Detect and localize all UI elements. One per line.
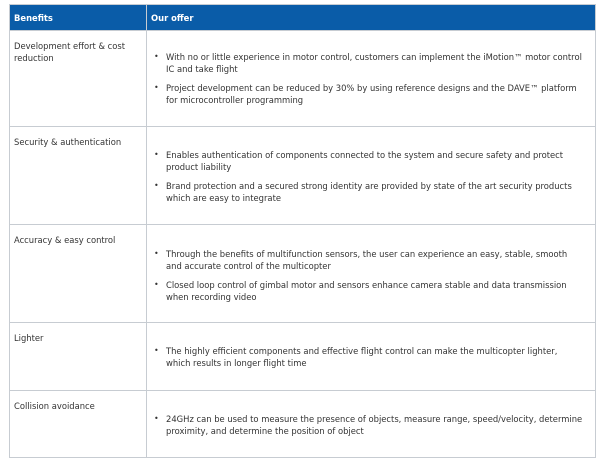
benefits-table [9,4,596,458]
offer-item: • Project development can be reduced by 30% by using reference designs and the DAVE™ platform for microcontroller programming [163,82,583,106]
offer-item: • Closed loop control of gimbal motor and sensors enhance camera stable and data transmission when recording video [163,279,583,303]
table-row [10,391,596,458]
header-benefits: Benefits [10,5,147,31]
table-row [10,127,596,225]
header-our-offer: Our offer [147,5,596,31]
offer-list [151,225,583,303]
table-row [10,225,596,323]
offer-cell [147,31,596,127]
table-row [10,323,596,391]
benefit-label: Collision avoidance [10,391,147,458]
offer-cell [147,127,596,225]
benefit-label: Development effort & cost reduction [10,31,147,127]
table-row [10,31,596,127]
benefit-label: Security & authentication [10,127,147,225]
offer-item: • Enables authentication of components connected to the system and secure safety and protect product liability [163,149,583,173]
offer-item: • With no or little experience in motor control, customers can implement the iMotion™ motor control IC and take flight [163,51,583,75]
offer-cell [147,323,596,391]
table-header-row [10,5,596,31]
offer-cell [147,391,596,458]
offer-item: • 24GHz can be used to measure the presence of objects, measure range, speed/velocity, determine proximity, and determine the position of object [163,413,583,437]
benefit-label: Lighter [10,323,147,391]
offer-item: • The highly efficient components and effective flight control can make the multicopter lighter, which results in longer flight time [163,345,583,369]
offer-list [151,127,583,204]
offer-list [151,31,583,106]
offer-item: • Through the benefits of multifunction sensors, the user can experience an easy, stable, smooth and accurate control of the multicopter [163,248,583,272]
benefit-label: Accuracy & easy control [10,225,147,323]
offer-item: • Brand protection and a secured strong identity are provided by state of the art security products which are easy to integrate [163,180,583,204]
offer-list [151,391,583,437]
benefits-table-container [9,4,595,458]
offer-cell [147,225,596,323]
offer-list [151,323,583,369]
